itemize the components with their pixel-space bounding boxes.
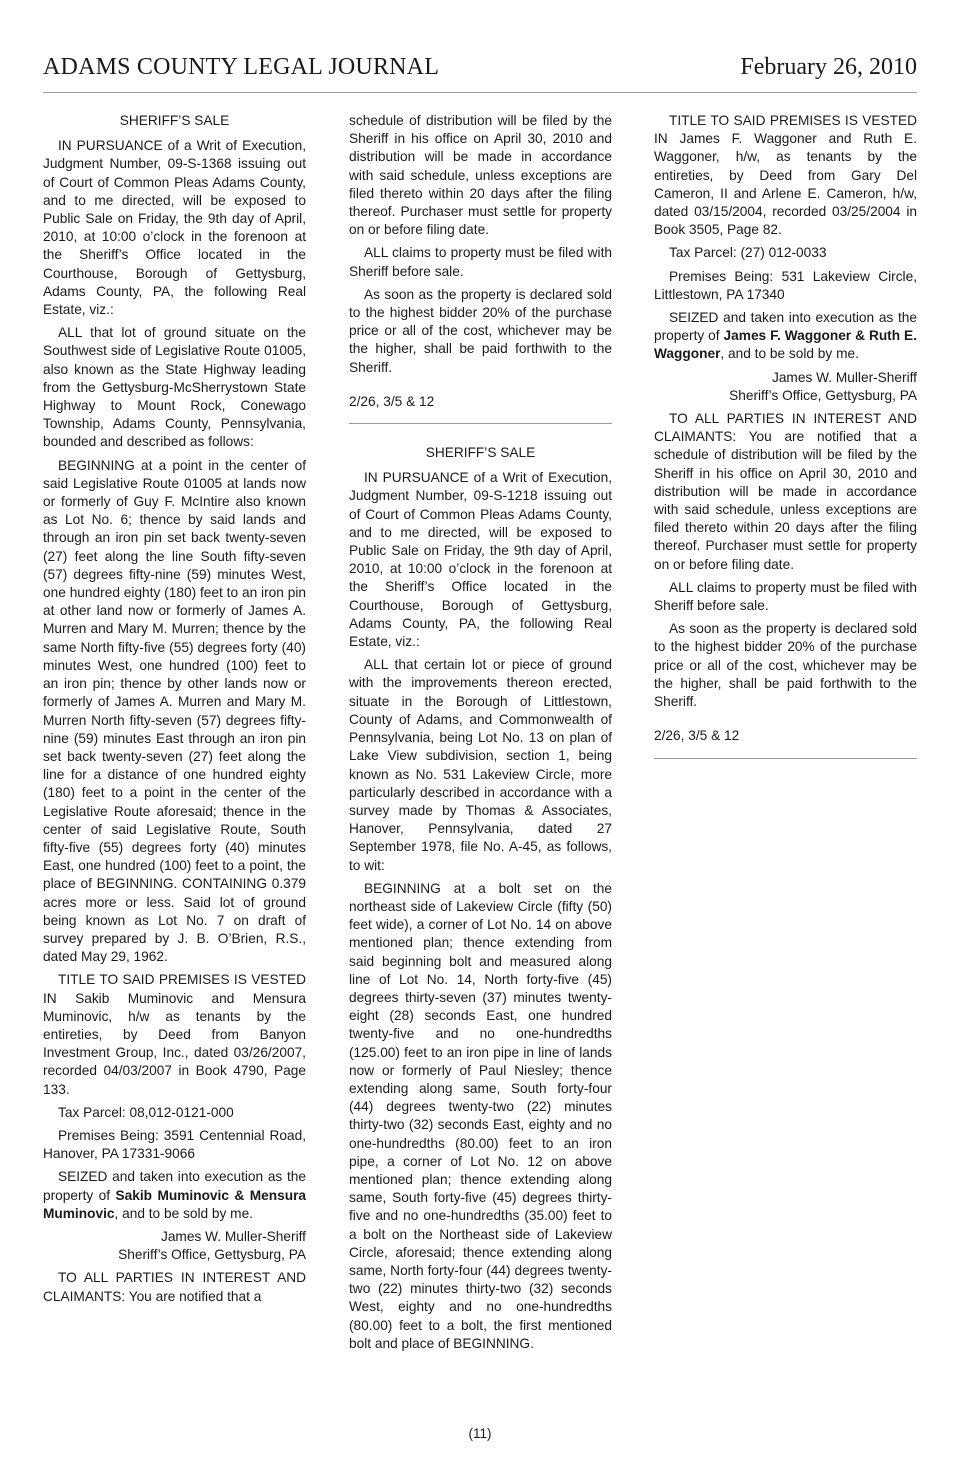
masthead [43, 52, 917, 93]
seizure-statement: SEIZED and taken into execution as the property of Sakib Muminovic & Mensura Muminovic, and to be sold by me. [43, 1169, 307, 1221]
page-number: (11) [468, 1426, 492, 1441]
notice-divider [349, 423, 612, 424]
claimants-notice: TO ALL PARTIES IN INTEREST AND CLAIMANTS: You are notified that a [43, 1270, 306, 1304]
premises-address: Premises Being: 3591 Centennial Road, Hanover, PA 17331-9066 [43, 1127, 306, 1162]
tax-parcel: Tax Parcel: (27) 012-0033 [669, 245, 827, 261]
property-paragraph: ALL that certain lot or piece of ground with the improvements thereon erected, situate in the Borough of Littlestown, County of Adams, and Commonwealth of Pennsylvania, being Lot No. 13 on plan of Lake View subdivision, section 1, being known as No. 531 Lakeview Circle, more particularly described in accordance with a survey made by Thomas & Associates, Hanover, Pennsylvania, dated 27 September 1978, file No. A-45, as follows, to wit: [349, 657, 612, 873]
claimants-notice: TO ALL PARTIES IN INTEREST AND CLAIMANTS: You are notified that a schedule of distribution will be filed by the Sheriff in his office on April 30, 2010 and distribution will be made in accordance with said schedule, unless exceptions are filed thereto within 20 days after the filing thereof. Purchaser must settle for property on or before filing date. [654, 411, 917, 572]
sheriff-signature: James W. Muller-Sheriff [771, 369, 917, 385]
writ-paragraph: IN PURSUANCE of a Writ of Execution, Judgment Number, 09-S-1218 issuing out of Court of Common Pleas Adams County, and to me directed, will be exposed to Public Sale on Friday, the 9th day of April, 2010, at 10:00 o’clock in the forenoon at the Sheriff’s Office located in the Courthouse, Borough of Gettysburg, Adams County, PA, the following Real Estate, viz.: [349, 470, 612, 650]
column-2 [349, 112, 612, 1358]
writ-paragraph: IN PURSUANCE of a Writ of Execution, Judgment Number, 09-S-1368 issuing out of Court of Common Pleas Adams County, and to me directed, will be exposed to Public Sale on Friday, the 9th day of April, 2010, at 10:00 o’clock in the forenoon at the Sheriff’s Office located in the Courthouse, Borough of Gettysburg, Adams County, PA, the following Real Estate, viz.: [43, 138, 306, 318]
sheriff-office: Sheriff’s Office, Gettysburg, PA [729, 387, 917, 403]
property-paragraph: ALL that lot of ground situate on the Southwest side of Legislative Route 01005, also known as the State Highway leading from the Gettysburg-McSherrystown State Highway to Mount Rock, Conewago Township, Adams County, Pennsylvania, bounded and described as follows: [43, 325, 306, 450]
column-3 [654, 112, 917, 779]
boundary-description: BEGINNING at a point in the center of said Legislative Route 01005 at lands now or formerly of Guy F. McIntire also known as Lot No. 6; thence by said lands and through an iron pin set back twenty-seven (27) feet along the line South fifty-seven (57) degrees fifty-nine (59) minutes West, one hundred eighty (180) feet to an iron pin at other land now or formerly of James A. Murren and Mary M. Murren; thence by the same North fifty-five (55) degrees forty (40) minutes West, one hundred (100) feet to an iron pin; thence by other lands now or formerly of James A. Murren and Mary M. Murren North fifty-seven (57) degrees fifty-nine (59) minutes East through an iron pin set back twenty-seven (27) feet along the line for a distance of one hundred eighty (180) feet to a point in the center of the Legislative Route aforesaid; thence in the center of said Legislative Route, South fifty-five (55) degrees forty (40) minutes East, one hundred (100) feet to a point, the place of BEGINNING. CONTAINING 0.379 acres more or less. Said lot of ground being known as Lot No. 7 on draft of survey prepared by J. B. O’Brien, R.S., dated May 29, 1962. [43, 457, 306, 965]
journal-title: ADAMS COUNTY LEGAL JOURNAL [43, 54, 440, 80]
sheriff-signature: James W. Muller-Sheriff [160, 1228, 306, 1244]
claims-notice: ALL claims to property must be filed with Sheriff before sale. [349, 245, 612, 279]
claims-notice: ALL claims to property must be filed with Sheriff before sale. [654, 579, 917, 614]
payment-terms: As soon as the property is declared sold to the highest bidder 20% of the purchase price or all of the cost, whichever may be the higher, shall be paid forthwith to the Sheriff. [349, 286, 612, 375]
notice-heading: SHERIFF’S SALE [119, 113, 230, 128]
notice-heading: SHERIFF’S SALE [425, 445, 536, 461]
title-vesting: TITLE TO SAID PREMISES IS VESTED IN Sakib Muminovic and Mensura Muminovic, h/w as tenants by the entireties, by Deed from Banyon Investment Group, Inc., dated 03/26/2007, recorded 04/03/2007 in Book 4790, Page 133. [43, 972, 306, 1097]
issue-date: February 26, 2010 [740, 54, 917, 80]
defendant-names: Sakib Muminovic & Mensura Muminovic [43, 1187, 307, 1221]
seizure-statement: SEIZED and taken into execution as the property of James F. Waggoner & Ruth E. Waggoner, and to be sold by me. [654, 310, 917, 362]
payment-terms: As soon as the property is declared sold to the highest bidder 20% of the purchase price or all of the cost, whichever may be the higher, shall be paid forthwith to the Sheriff. [654, 621, 917, 710]
column-1 [43, 112, 306, 1311]
tax-parcel: Tax Parcel: 08,012-0121-000 [58, 1104, 234, 1120]
boundary-description: BEGINNING at a bolt set on the northeast side of Lakeview Circle (fifty (50) feet wide), a corner of Lot No. 14 on above mentioned plan; thence extending from said beginning bolt and measured along line of Lot No. 14, North forty-five (45) degrees thirty-seven (37) minutes twenty-eight (28) seconds East, one hundred twenty-five and no one-hundredths (125.00) feet to an iron pipe in line of lands now or formerly of Paul Niesley; thence extending along same, South forty-four (44) degrees twenty-two (22) minutes thirty-two (32) seconds East, eighty and no one-hundredths (80.00) feet to an iron pipe, a corner of Lot No. 12 on above mentioned plan; thence extending along same, South forty-five (45) degrees thirty-five and no one-hundredths (35.00) feet to a bolt on the Northeast side of Lakeview Circle, aforesaid; thence extending along same, North forty-four (44) degrees twenty-two (22) minutes thirty-two (32) seconds West, eighty and no one-hundredths (80.00) feet to a bolt, the first mentioned bolt and place of BEGINNING. [349, 880, 612, 1351]
notice-divider [654, 758, 917, 759]
publication-dates: 2/26, 3/5 & 12 [654, 728, 740, 744]
title-vesting: TITLE TO SAID PREMISES IS VESTED IN James F. Waggoner and Ruth E. Waggoner, h/w, as tenants by the entireties, by Deed from Gary Del Cameron, II and Arlene E. Cameron, h/w, dated 03/15/2004, recorded 03/25/2004 in Book 3505, Page 82. [654, 113, 917, 238]
publication-dates: 2/26, 3/5 & 12 [349, 393, 435, 409]
sheriff-office: Sheriff’s Office, Gettysburg, PA [118, 1247, 306, 1263]
defendant-names: James F. Waggoner & Ruth E. Waggoner [654, 328, 917, 362]
distribution-schedule: schedule of distribution will be filed by the Sheriff in his office on April 30, 2010 and distribution will be made in accordance with said schedule, unless exceptions are filed thereto within 20 days after the filing thereof. Purchaser must settle for property on or before filing date. [349, 113, 612, 238]
premises-address: Premises Being: 531 Lakeview Circle, Littlestown, PA 17340 [654, 268, 917, 302]
